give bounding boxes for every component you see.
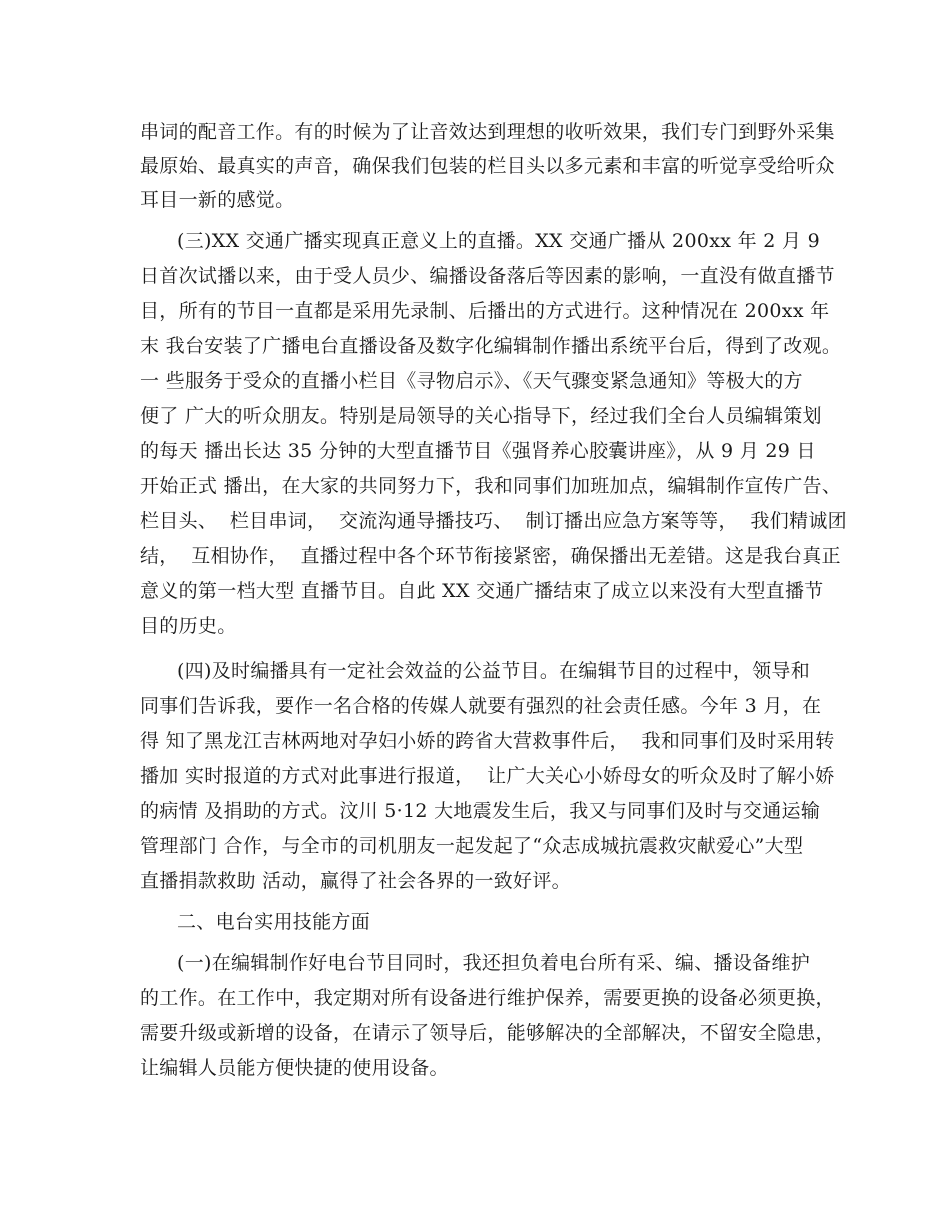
subsection-1-heading-line: (一)在编辑制作好电台节目同时，我还担负着电台所有采、编、播设备维护 xyxy=(177,952,811,974)
body-text-line: 让编辑人员能方便快捷的使用设备。 xyxy=(140,1057,449,1079)
section-2-heading: 二、电台实用技能方面 xyxy=(177,911,371,933)
body-text-line: 的每天 播出长达 35 分钟的大型直播节目《强肾养心胶囊讲座》，从 9 月 29 日 xyxy=(140,440,816,462)
body-text-line: 末 我台安装了广播电台直播设备及数字化编辑制作播出系统平台后，得到了改观。 xyxy=(140,335,842,357)
body-text-line: 的病情 及捐助的方式。汶川 5·12 大地震发生后，我又与同事们及时与交通运输 xyxy=(140,800,821,822)
body-text-line: 播加 实时报道的方式对此事进行报道， 让广大关心小娇母女的听众及时了解小娇 xyxy=(140,765,835,787)
body-text-line: 串词的配音工作。有的时候为了让音效达到理想的收听效果，我们专门到野外采集 xyxy=(140,121,835,143)
body-text-line: 最原始、最真实的声音，确保我们包装的栏目头以多元素和丰富的听觉享受给听众 xyxy=(140,155,835,177)
body-text-line: 目的历史。 xyxy=(140,615,237,637)
body-text-line: 便了 广大的听众朋友。特别是局领导的关心指导下，经过我们全台人员编辑策划 xyxy=(140,405,822,427)
body-text-line: 的工作。在工作中，我定期对所有设备进行维护保养，需要更换的设备必须更换， xyxy=(140,987,835,1009)
body-text-line: 直播捐款救助 活动，赢得了社会各界的一致好评。 xyxy=(140,870,571,892)
section-4-heading-line: (四)及时编播具有一定社会效益的公益节目。在编辑节目的过程中，领导和 xyxy=(177,660,811,682)
body-text-line: 开始正式 播出，在大家的共同努力下，我和同事们加班加点，编辑制作宣传广告、 xyxy=(140,475,842,497)
section-3-heading-line: (三)XX 交通广播实现真正意义上的直播。XX 交通广播从 200xx 年 2 月 9 xyxy=(177,230,820,252)
body-text-line: 耳目一新的感觉。 xyxy=(140,189,295,211)
body-text-line: 需要升级或新增的设备，在请示了领导后，能够解决的全部解决，不留安全隐患， xyxy=(140,1022,835,1044)
body-text-line: 一 些服务于受众的直播小栏目《寻物启示》、《天气骤变紧急通知》等极大的方 xyxy=(140,370,803,392)
body-text-line: 日首次试播以来，由于受人员少、编播设备落后等因素的影响，一直没有做直播节 xyxy=(140,265,835,287)
body-text-line: 管理部门 合作，与全市的司机朋友一起发起了“众志成城抗震救灾献爱心”大型 xyxy=(140,835,804,857)
body-text-line: 意义的第一档大型 直播节目。自此 XX 交通广播结束了成立以来没有大型直播节 xyxy=(140,580,824,602)
body-text-line: 栏目头、 栏目串词， 交流沟通导播技巧、 制订播出应急方案等等， 我们精诚团 xyxy=(140,510,847,532)
body-text-line: 结， 互相协作， 直播过程中各个环节衔接紧密，确保播出无差错。这是我台真正 xyxy=(140,545,841,567)
body-text-line: 目，所有的节目一直都是采用先录制、后播出的方式进行。这种情况在 200xx 年 xyxy=(140,300,830,322)
body-text-line: 同事们告诉我，要作一名合格的传媒人就要有强烈的社会责任感。今年 3 月，在 xyxy=(140,695,822,717)
body-text-line: 得 知了黑龙江吉林两地对孕妇小娇的跨省大营救事件后， 我和同事们及时采用转 xyxy=(140,730,835,752)
